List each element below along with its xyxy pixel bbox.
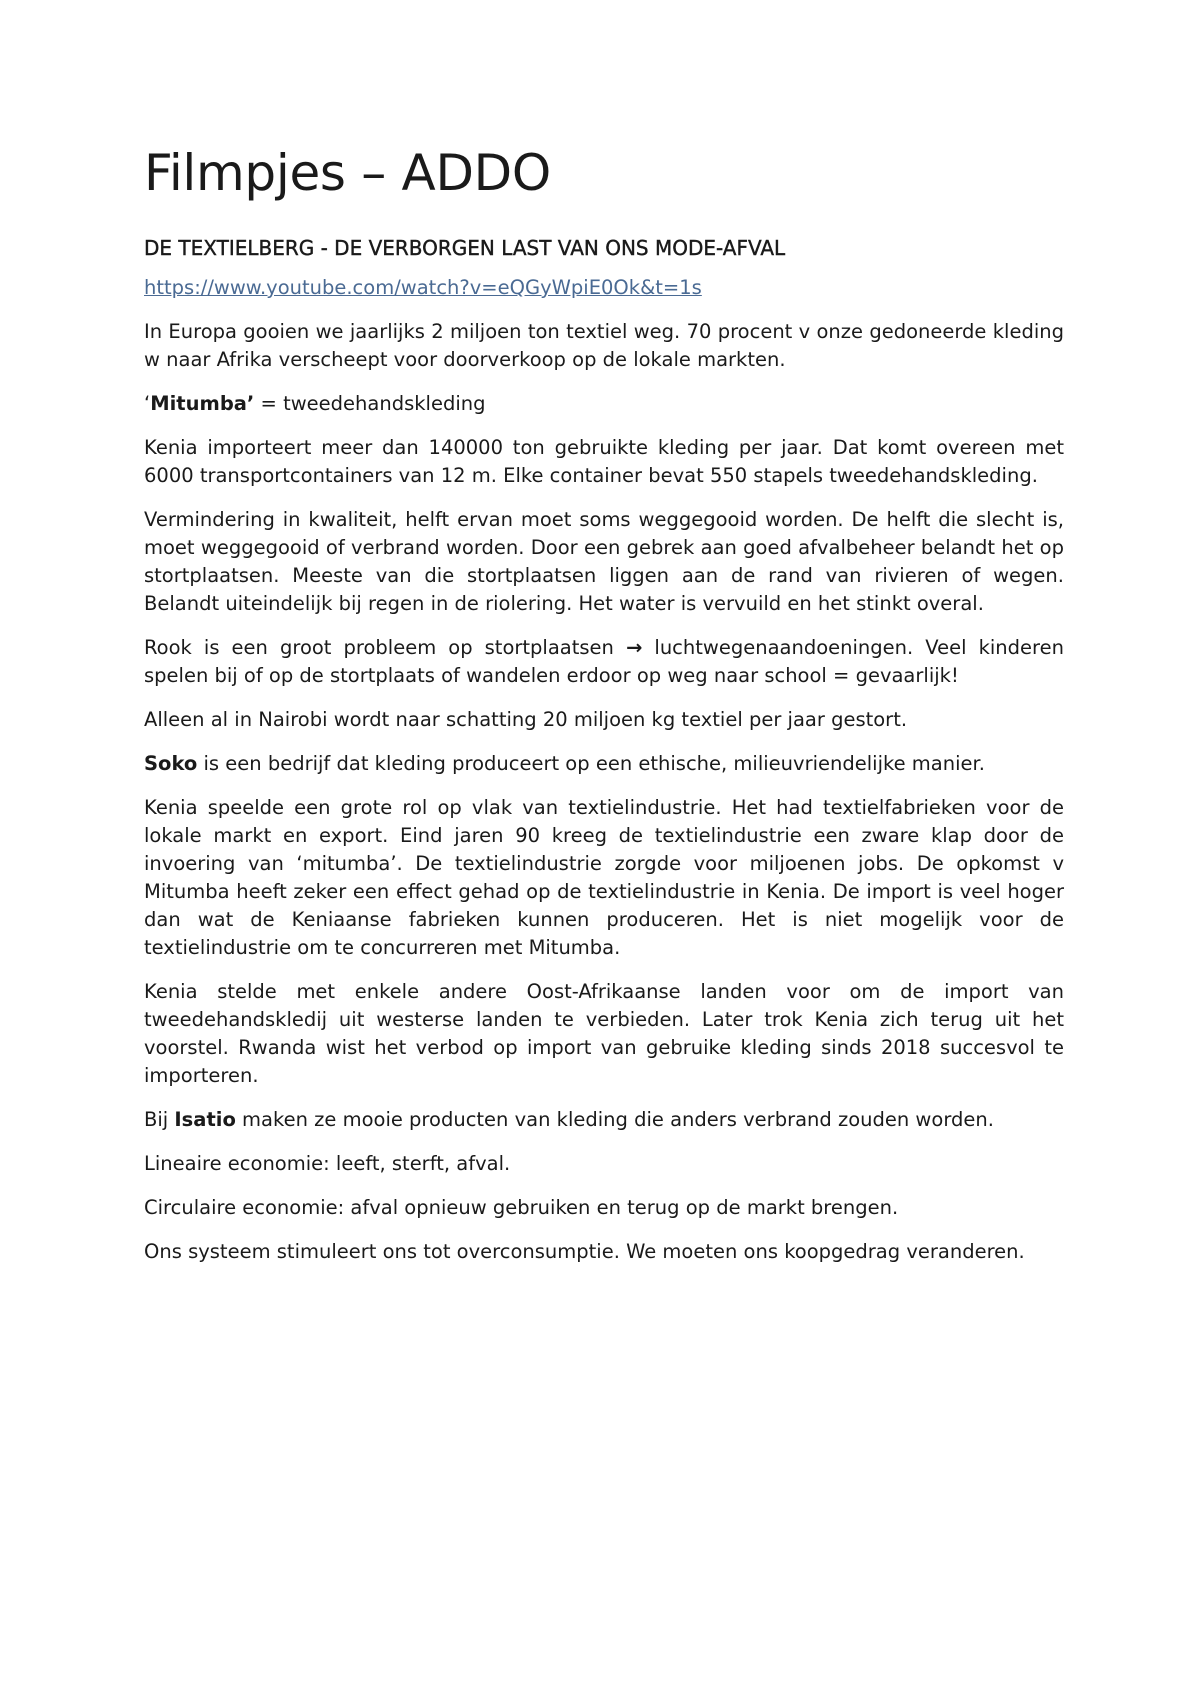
smoke-text-after: luchtwegenaandoeningen. Veel kinderen spelen bij of op de stortplaats of wandelen erdoor op weg naar school = gevaarlijk!: [144, 636, 1064, 687]
paragraph-europe: In Europa gooien we jaarlijks 2 miljoen ton textiel weg. 70 procent v onze gedoneerde kleding w naar Afrika verscheept voor doorverkoop op de lokale markten.: [144, 320, 1064, 371]
paragraph-linear-economy: Lineaire economie: leeft, sterft, afval.: [144, 1152, 511, 1175]
paragraph-mitumba-definition: [144, 390, 1064, 418]
paragraph-quality: Vermindering in kwaliteit, helft ervan moet soms weggegooid worden. De helft die slecht is, moet weggegooid of verbrand worden. Door een gebrek aan goed afvalbeheer belandt het op stortplaatsen. Meeste van die stortplaatsen liggen aan de rand van rivieren of wegen. Belandt uiteindelijk bij regen in de riolering. Het water is vervuild en het stinkt overal.: [144, 508, 1064, 615]
open-quote: ‘: [144, 392, 151, 415]
term-mitumba: Mitumba’: [150, 392, 255, 415]
section-heading: DE TEXTIELBERG - DE VERBORGEN LAST VAN ONS MODE-AFVAL: [144, 236, 786, 260]
soko-text: is een bedrijf dat kleding produceert op een ethische, milieuvriendelijke manier.: [197, 752, 985, 775]
document-page: [144, 138, 1064, 1282]
paragraph-overconsumption: Ons systeem stimuleert ons tot overconsumptie. We moeten ons koopgedrag veranderen.: [144, 1240, 1025, 1263]
paragraph-ban-proposal: Kenia stelde met enkele andere Oost-Afrikaanse landen voor om de import van tweedehandskledij uit westerse landen te verbieden. Later trok Kenia zich terug uit het voorstel. Rwanda wist het verbod op import van gebruike kleding sinds 2018 succesvol te importeren.: [144, 980, 1064, 1087]
term-isatio: Isatio: [174, 1108, 236, 1131]
isatio-text-before: Bij: [144, 1108, 175, 1131]
paragraph-circular-economy: Circulaire economie: afval opnieuw gebruiken en terug op de markt brengen.: [144, 1196, 899, 1219]
arrow-right-icon: →: [625, 636, 643, 659]
paragraph-nairobi: Alleen al in Nairobi wordt naar schatting 20 miljoen kg textiel per jaar gestort.: [144, 708, 908, 731]
youtube-link[interactable]: https://www.youtube.com/watch?v=eQGyWpiE0Ok&t=1s: [144, 276, 702, 299]
paragraph-smoke: [144, 634, 1064, 690]
mitumba-definition-text: = tweedehandskleding: [254, 392, 486, 415]
paragraph-isatio: [144, 1106, 1064, 1134]
smoke-text-before: Rook is een groot probleem op stortplaatsen: [144, 636, 626, 659]
paragraph-textile-industry: Kenia speelde een grote rol op vlak van textielindustrie. Het had textielfabrieken voor de lokale markt en export. Eind jaren 90 kreeg de textielindustrie een zware klap door de invoering van ‘mitumba’. De textielindustrie zorgde voor miljoenen jobs. De opkomst v Mitumba heeft zeker een effect gehad op de textielindustrie in Kenia. De import is veel hoger dan wat de Keniaanse fabrieken kunnen produceren. Het is niet mogelijk voor de textielindustrie om te concurreren met Mitumba.: [144, 796, 1064, 959]
paragraph-kenia-import: Kenia importeert meer dan 140000 ton gebruikte kleding per jaar. Dat komt overeen met 6000 transportcontainers van 12 m. Elke container bevat 550 stapels tweedehandskleding.: [144, 436, 1064, 487]
document-title: Filmpjes – ADDO: [144, 144, 551, 202]
paragraph-soko: [144, 750, 1064, 778]
term-soko: Soko: [144, 752, 198, 775]
isatio-text: maken ze mooie producten van kleding die anders verbrand zouden worden.: [235, 1108, 994, 1131]
